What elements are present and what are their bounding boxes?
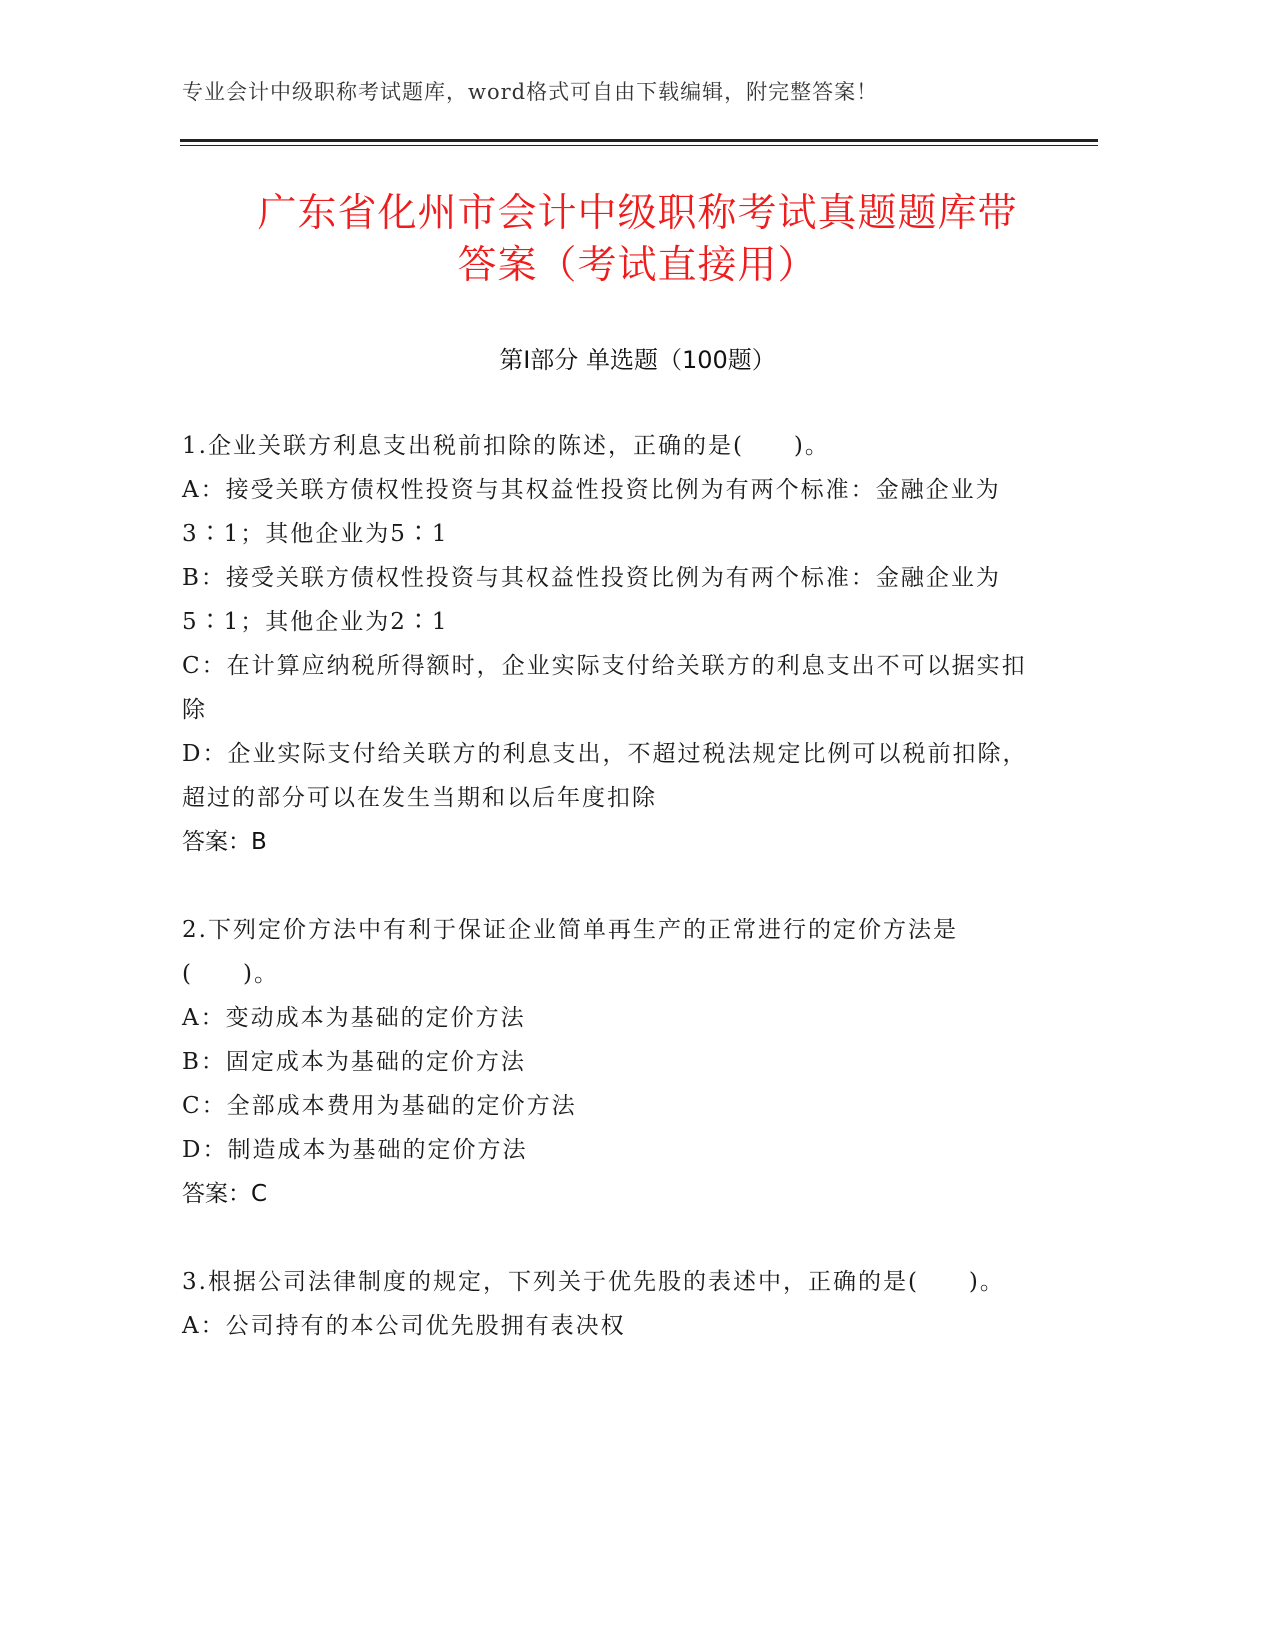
header-note: 专业会计中级职称考试题库，word格式可自由下载编辑，附完整答案！ [182,80,879,104]
question-2 [182,908,1042,1216]
answer-line [182,820,1042,864]
header-rule-thick [180,139,1098,142]
answer-value: B [251,829,267,855]
option-d: D：企业实际支付给关联方的利息支出，不超过税法规定比例可以税前扣除，超过的部分可以在发生当期和以后年度扣除 [182,741,1028,811]
option-b: B：固定成本为基础的定价方法 [182,1049,526,1075]
question-list [182,424,1042,1392]
option-a: A：变动成本为基础的定价方法 [182,1005,526,1031]
document-title [140,188,1135,292]
option-b: B：接受关联方债权性投资与其权益性投资比例为有两个标准：金融企业为5∶1；其他企业为2∶1 [182,565,1001,635]
document-title-line-1: 广东省化州市会计中级职称考试真题题库带 [257,191,1018,236]
option-c: C：全部成本费用为基础的定价方法 [182,1093,577,1119]
option-a: A：接受关联方债权性投资与其权益性投资比例为有两个标准：金融企业为3∶1；其他企业为5∶1 [182,477,1001,547]
answer-line [182,1172,1042,1216]
header-rule-thin [180,145,1098,146]
section-title: 第Ⅰ部分 单选题（100题） [499,346,776,374]
option-a: A：公司持有的本公司优先股拥有表决权 [182,1313,626,1339]
option-d: D：制造成本为基础的定价方法 [182,1137,528,1163]
answer-value: C [251,1181,268,1207]
document-title-line-2: 答案（考试直接用） [457,243,818,288]
question-1 [182,424,1042,864]
question-3 [182,1260,1042,1348]
question-stem: 1.企业关联方利息支出税前扣除的陈述，正确的是( )。 [182,433,830,459]
question-stem: 3.根据公司法律制度的规定，下列关于优先股的表述中，正确的是( )。 [182,1269,1005,1295]
question-stem: 2.下列定价方法中有利于保证企业简单再生产的正常进行的定价方法是( )。 [182,917,958,987]
option-c: C：在计算应纳税所得额时，企业实际支付给关联方的利息支出不可以据实扣除 [182,653,1027,723]
answer-label: 答案： [182,1181,251,1207]
answer-label: 答案： [182,829,251,855]
